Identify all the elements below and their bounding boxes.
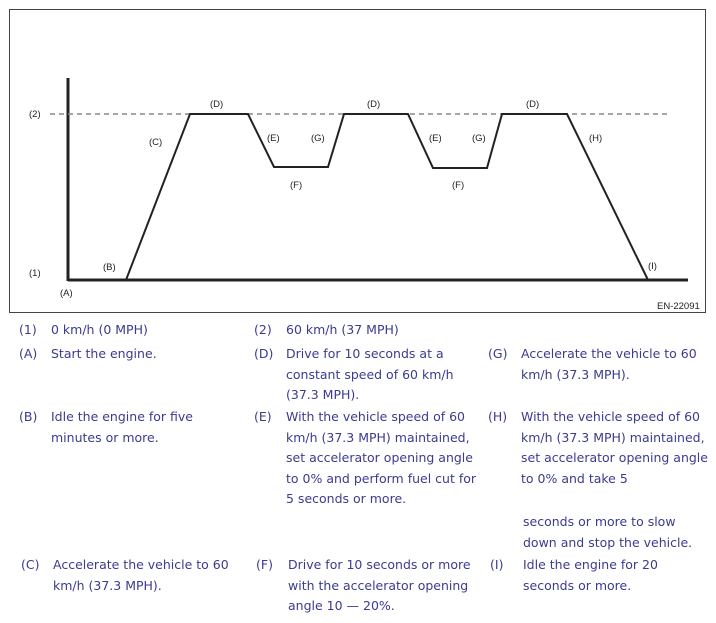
label-e2: (E) [429, 133, 442, 144]
label-f1: (F) [290, 180, 303, 191]
label-b: (B) [103, 262, 116, 273]
legend-key-h: (H) [488, 409, 508, 424]
legend-key-g: (G) [488, 346, 508, 361]
legend-text-d: Drive for 10 seconds at a constant speed of 60 km/h (37.3 MPH). [286, 346, 454, 402]
legend-key-a: (A) [19, 346, 38, 361]
label-g1: (G) [311, 133, 325, 144]
legend-key-1: (1) [19, 322, 37, 337]
label-d2: (D) [367, 99, 381, 110]
legend-text-i: Idle the engine for 20 seconds or more. [523, 557, 658, 593]
legend-key-d: (D) [254, 346, 274, 361]
legend-key-b: (B) [19, 409, 38, 424]
legend-key-e: (E) [254, 409, 272, 424]
legend-text-1: 0 km/h (0 MPH) [51, 322, 148, 337]
legend-key-f: (F) [256, 557, 273, 572]
legend-text-a: Start the engine. [51, 346, 157, 361]
label-d3: (D) [526, 99, 540, 110]
legend-text-2: 60 km/h (37 MPH) [286, 322, 399, 337]
speed-high-label: (2) [29, 109, 41, 120]
figure-id: EN-22091 [657, 301, 700, 312]
legend-key-2: (2) [254, 322, 272, 337]
label-g2: (G) [472, 133, 486, 144]
legend-key-i: (I) [490, 557, 504, 572]
label-f2: (F) [452, 180, 465, 191]
diagram-canvas [10, 10, 707, 314]
legend-text-f: Drive for 10 seconds or more with the accelerator opening angle 10 — 20%. [288, 557, 471, 613]
legend-text-g: Accelerate the vehicle to 60 km/h (37.3 MPH). [521, 346, 697, 382]
legend-text-h-continued: seconds or more to slow down and stop the vehicle. [523, 514, 693, 550]
legend-text-c: Accelerate the vehicle to 60 km/h (37.3 MPH). [53, 557, 229, 593]
label-d1: (D) [210, 99, 224, 110]
label-e1: (E) [267, 133, 280, 144]
legend-text-b: Idle the engine for five minutes or more. [51, 409, 193, 445]
legend-text-h: With the vehicle speed of 60 km/h (37.3 MPH) maintained, set accelerator opening angle to 0% and take 5 [521, 409, 708, 486]
speed-profile-diagram [9, 9, 706, 313]
label-i: (I) [648, 261, 657, 272]
legend-key-c: (C) [21, 557, 40, 572]
label-c: (C) [149, 137, 163, 148]
label-h: (H) [589, 133, 603, 144]
speed-low-label: (1) [29, 268, 41, 279]
label-a: (A) [60, 288, 73, 299]
legend-text-e: With the vehicle speed of 60 km/h (37.3 MPH) maintained, set accelerator opening angle to 0% and perform fuel cut for 5 seconds or more. [286, 409, 477, 506]
